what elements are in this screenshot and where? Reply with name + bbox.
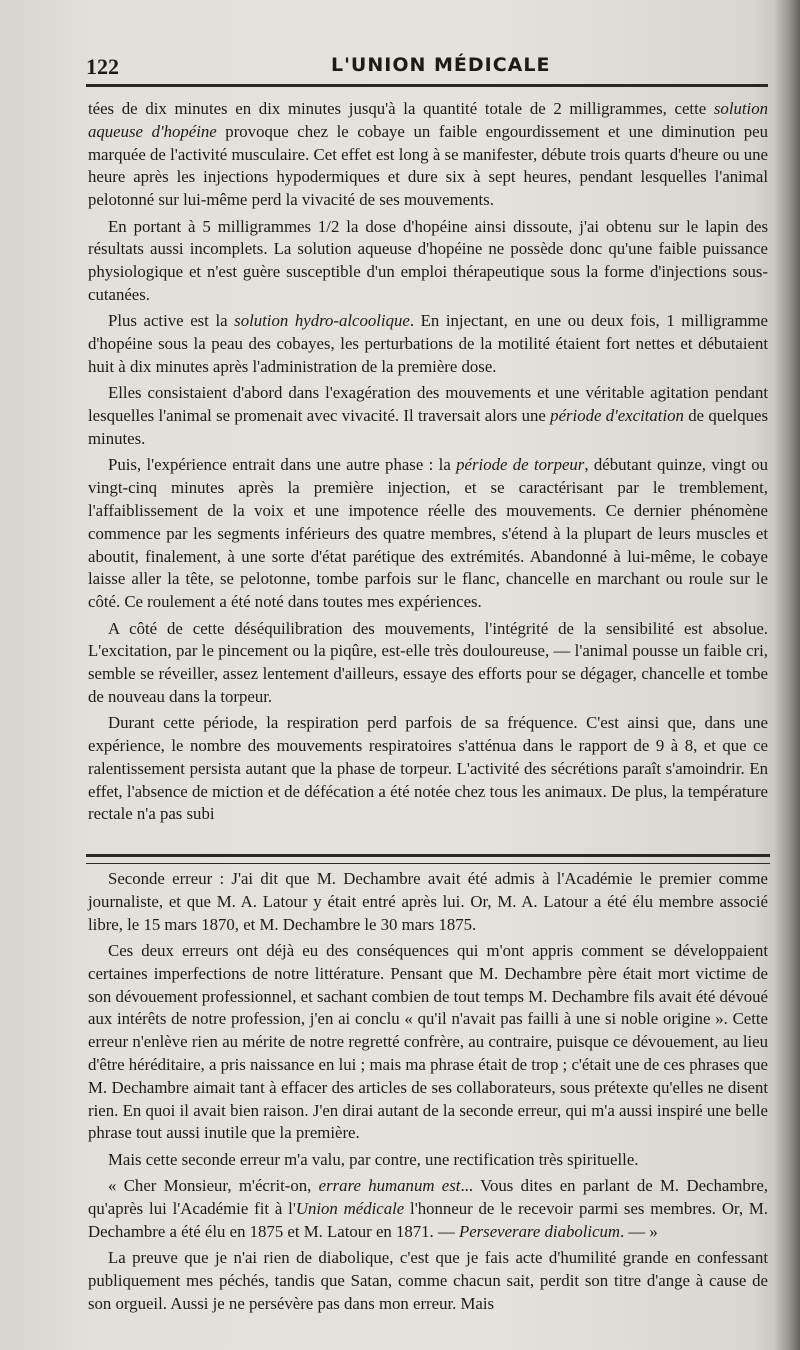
paragraph-4: Elles consistaient d'abord dans l'exagération des mouvements et une véritable agitation pendant lesquelles l'animal se promenait avec vivacité. Il traversait alors une période d'excitation de quelques minutes. [88,383,768,448]
header-rule [86,84,768,87]
paragraph-5: Puis, l'expérience entrait dans une autre phase : la période de torpeur, débutant quinze, vingt ou vingt-cinq minutes après la première injection, et se caractérisant par le tremblement, l'affaiblissement de la voix et une impotence réelle des mouvements. Ce dernier phénomène commence par les segments inférieurs des quatre membres, s'étend à la plupart de leurs muscles et aboutit, finalement, à une sorte d'état parétique des extrémités. Abandonné à lui-même, le cobaye laisse aller la tête, se pelotonne, tombe parfois sur le flanc, chancelle en marchant ou roule sur le côté. Ce roulement a été noté dans toutes mes expériences. [88,455,768,612]
paragraph-1: tées de dix minutes en dix minutes jusqu'à la quantité totale de 2 milligrammes, cette solution aqueuse d'hopéine provoque chez le cobaye un faible engourdissement et une diminution peu marquée de l'activité musculaire. Cet effet est long à se manifester, débute trois quarts d'heure ou une heure après les injections hypodermiques et dure six à sept heures, pendant lesquelles l'animal pelotonné sur lui-même perd la vivacité de ses mouvements. [88,99,768,210]
feuilleton-paragraph-2: Ces deux erreurs ont déjà eu des conséquences qui m'ont appris comment se développaient certaines imperfections de notre littérature. Pensant que M. Dechambre père était mort victime de son dévouement professionnel, et sachant combien de tout temps M. Dechambre fils avait été dévoué aux intérêts de notre profession, j'en ai conclu « qu'il n'avait pas failli à une si noble origine ». Cette erreur n'enlève rien au mérite de notre regretté confrère, au contraire, puisque ce dévouement, au lieu d'être héréditaire, a pris naissance en lui ; mais ma phrase était de trop ; c'était une de ces phrases que M. Dechambre aimait tant à effacer des articles de ses collaborateurs, sous prétexte qu'elles ne disent rien. En quoi il avait bien raison. J'en dirai autant de la seconde erreur, qui m'a aussi inspiré une belle phrase tout aussi inutile que la première. [88,940,768,1143]
paragraph-2: En portant à 5 milligrammes 1/2 la dose d'hopéine ainsi dissoute, j'ai obtenu sur le lapin des résultats aussi incomplets. La solution aqueuse d'hopéine ne possède donc qu'une faible puissance physiologique et n'est guère susceptible d'un emploi thérapeutique sous la forme d'injections sous-cutanées. [88,216,768,304]
article-body-top [88,98,768,830]
paragraph-7: Durant cette période, la respiration perd parfois de sa fréquence. C'est ainsi que, dans une expérience, le nombre des mouvements respiratoires s'atténua dans le rapport de 9 à 8, et que ce ralentissement persista autant que la phase de torpeur. L'activité des sécrétions paraît s'amoindrir. En effet, l'absence de miction et de défécation a été notée chez tous les animaux. De plus, la température rectale n'a pas subi [88,713,768,824]
section-divider [86,854,770,864]
running-title: L'UNION MÉDICALE [331,54,551,76]
page-header [86,50,766,86]
feuilleton-paragraph-5: La preuve que je n'ai rien de diabolique, c'est que je fais acte d'humilité grande en confessant publiquement mes péchés, tandis que Satan, comme chacun sait, perdit son titre d'ange à cause de son orgueil. Aussi je ne persévère pas dans mon erreur. Mais [88,1248,768,1313]
feuilleton-paragraph-1: Seconde erreur : J'ai dit que M. Dechambre avait été admis à l'Académie le premier comme journaliste, et que M. A. Latour y était entré après lui. Or, M. A. Latour a été élu membre associé libre, le 15 mars 1870, et M. Dechambre le 30 mars 1875. [88,869,768,934]
feuilleton-paragraph-4: « Cher Monsieur, m'écrit-on, errare humanum est... Vous dites en parlant de M. Dechambre, qu'après lui l'Académie fit à l'Union médicale l'honneur de le recevoir parmi ses membres. Or, M. Dechambre a été élu en 1875 et M. Latour en 1871. — Perseverare diabolicum. — » [88,1176,768,1241]
feuilleton-body [88,868,768,1319]
paragraph-6: A côté de cette déséquilibration des mouvements, l'intégrité de la sensibilité est absolue. L'excitation, par le pincement ou la piqûre, est-elle très douloureuse, — l'animal pousse un faible cri, semble se réveiller, assez lentement d'ailleurs, essaye des efforts pour se dégager, chancelle et tombe de nouveau dans la torpeur. [88,618,768,706]
page-number: 122 [86,54,119,79]
feuilleton-paragraph-3: Mais cette seconde erreur m'a valu, par contre, une rectification très spirituelle. [108,1149,639,1169]
page-gutter-shadow [774,0,800,1350]
paragraph-3: Plus active est la solution hydro-alcoolique. En injectant, en une ou deux fois, 1 milligramme d'hopéine sous la peau des cobayes, les perturbations de la motilité étaient fort nettes et débutaient huit à dix minutes après l'administration de la première dose. [88,311,768,376]
